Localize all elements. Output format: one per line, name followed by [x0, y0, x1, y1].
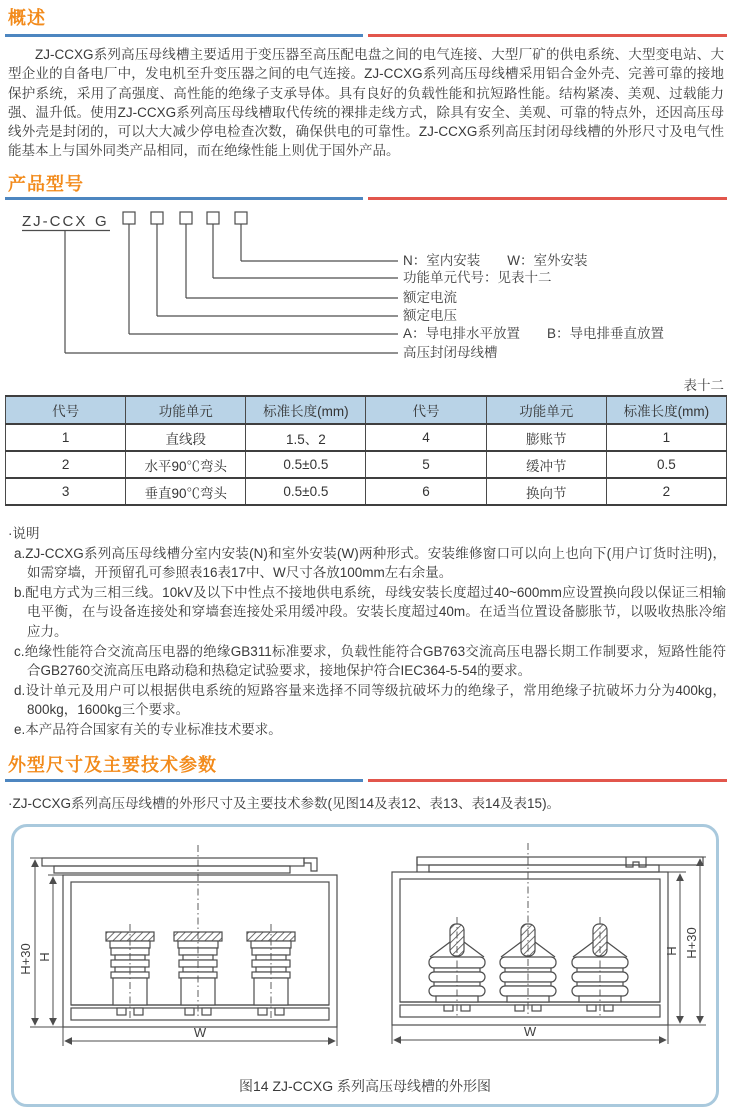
cell: 直线段 — [126, 424, 246, 451]
notes-title: ·说明 — [8, 526, 40, 541]
note-e: e.本产品符合国家有关的专业标准技术要求。 — [14, 721, 282, 737]
divider-red-2 — [368, 197, 727, 200]
divider-blue-1 — [5, 34, 363, 37]
cell: 3 — [6, 478, 126, 505]
cell: 1 — [6, 424, 126, 451]
cell: 0.5±0.5 — [246, 478, 366, 505]
model-heading: 产品型号 — [8, 174, 84, 194]
figure-14-caption: 图14 ZJ-CCXG 系列高压母线槽的外形图 — [238, 1078, 491, 1094]
cell: 0.5±0.5 — [246, 451, 366, 478]
left-dim-h-label: H — [37, 952, 52, 962]
divider-blue-2 — [5, 197, 363, 200]
figure-14-drawing — [14, 827, 716, 1104]
model-label-install: N：室内安装 W：室外安装 — [403, 253, 588, 268]
model-label-busbar-orientation: A：导电排水平放置 B：导电排垂直放置 — [403, 326, 665, 341]
cell: 4 — [366, 424, 486, 451]
right-dim-h-label: H — [664, 946, 679, 956]
cell: 膨账节 — [486, 424, 606, 451]
col-header-length-2: 标准长度(mm) — [606, 396, 726, 424]
cell: 缓冲节 — [486, 451, 606, 478]
model-code-suffix: G — [95, 213, 107, 230]
model-label-rated-voltage: 额定电压 — [403, 308, 457, 323]
figure-14-frame — [11, 824, 719, 1107]
left-unit-lid — [42, 858, 317, 873]
cell: 6 — [366, 478, 486, 505]
right-unit-lid — [417, 857, 703, 872]
overview-heading: 概述 — [8, 8, 46, 28]
code-box-2 — [151, 212, 163, 224]
table-header-row — [6, 396, 727, 424]
cell: 1 — [606, 424, 726, 451]
table-row — [6, 451, 727, 478]
divider-red-1 — [368, 34, 727, 37]
notes-block — [8, 524, 726, 740]
right-unit-drawing — [392, 843, 706, 1044]
cell: 1.5、2 — [246, 424, 366, 451]
table12-tag: 表十二 — [683, 378, 724, 393]
col-header-unit-2: 功能单元 — [486, 396, 606, 424]
right-dim-h30-label: H+30 — [684, 927, 699, 959]
cell: 垂直90℃弯头 — [126, 478, 246, 505]
cell: 0.5 — [606, 451, 726, 478]
code-box-1 — [123, 212, 135, 224]
col-header-unit-1: 功能单元 — [126, 396, 246, 424]
note-a: a.ZJ-CCXG系列高压母线槽分室内安装(N)和室外安装(W)两种形式。安装维修窗口可以向上也向下(用户订货时注明)，如需穿墙，开预留孔可参照表16表17中、W尺寸各放100mm左右余量。 — [14, 545, 726, 581]
note-c: c.绝缘性能符合交流高压电器的绝缘GB311标准要求，负载性能符合GB763交流高压电器长期工作制要求，短路性能符合GB2760交流高压电路动稳和热稳定试验要求，接地保护符合IEC364-5-54的要求。 — [14, 643, 726, 679]
code-box-5 — [235, 212, 247, 224]
left-dim-w-label: W — [193, 1025, 207, 1040]
divider-blue-3 — [5, 779, 363, 782]
note-d: d.设计单元及用户可以根据供电系统的短路容量来选择不同等级抗破坏力的绝缘子，常用绝缘子抗破坏力分为400kg，800kg，1600kg三个要求。 — [14, 682, 726, 718]
right-insulators — [429, 924, 628, 1011]
table-row — [6, 424, 727, 451]
divider-red-3 — [368, 779, 727, 782]
note-b: b.配电方式为三相三线。10kV及以下中性点不接地供电系统，母线安装长度超过40~600mm应设置换向段以保证三相输电平衡，在与设备连接处和穿墙套连接处采用缓冲段。安装长度超过40m。在适当位置设备膨胀节，以吸收热胀冷缩应力。 — [14, 584, 726, 639]
cell: 2 — [6, 451, 126, 478]
col-header-code-1: 代号 — [6, 396, 126, 424]
overview-paragraph: ZJ-CCXG系列高压母线槽主要适用于变压器至高压配电盘之间的电气连接、大型厂矿的供电系统、大型变电站、大型企业的自备电厂中，发电机至升变压器之间的电气连接。ZJ-CCXG系列高压母线槽采用铝合金外壳、完善可靠的接地保护系统，采用了高强度、高性能的绝缘子支承导体。具有良好的负载性能和抗短路性能。结构紧凑、美观、过载能力强、温升低。使用ZJ-CCXG系列高压母线槽取代传统的裸排走线方式，除具有安全、美观、可靠的特点外，还因高压母线外壳是封闭的，可以大大减少停电检查次数，确保供电的可靠性。ZJ-CCXG系列高压封闭母线槽的外形尺寸及电气性能基本上与国外同类产品相同，而在绝缘性能上则优于国外产品。 — [8, 47, 724, 159]
cell: 5 — [366, 451, 486, 478]
dimensions-heading: 外型尺寸及主要技术参数 — [8, 755, 217, 775]
cell: 2 — [606, 478, 726, 505]
model-label-function-code: 功能单元代号：见表十二 — [403, 270, 552, 285]
function-unit-table — [5, 395, 727, 506]
right-dim-w-label: W — [523, 1024, 537, 1039]
code-box-4 — [207, 212, 219, 224]
col-header-code-2: 代号 — [366, 396, 486, 424]
col-header-length-1: 标准长度(mm) — [246, 396, 366, 424]
left-insulators — [106, 932, 295, 1015]
cell: 水平90℃弯头 — [126, 451, 246, 478]
cell: 换向节 — [486, 478, 606, 505]
dimensions-intro: ·ZJ-CCXG系列高压母线槽的外形尺寸及主要技术参数(见图14及表12、表13、表14及表15)。 — [8, 796, 561, 811]
code-box-3 — [180, 212, 192, 224]
model-code-prefix: ZJ-CCX — [22, 213, 88, 230]
left-dim-h30-label: H+30 — [18, 943, 33, 975]
table-row — [6, 478, 727, 505]
left-unit-drawing — [30, 845, 337, 1046]
model-label-rated-current: 额定电流 — [403, 290, 457, 305]
model-label-product-name: 高压封闭母线槽 — [403, 345, 498, 360]
